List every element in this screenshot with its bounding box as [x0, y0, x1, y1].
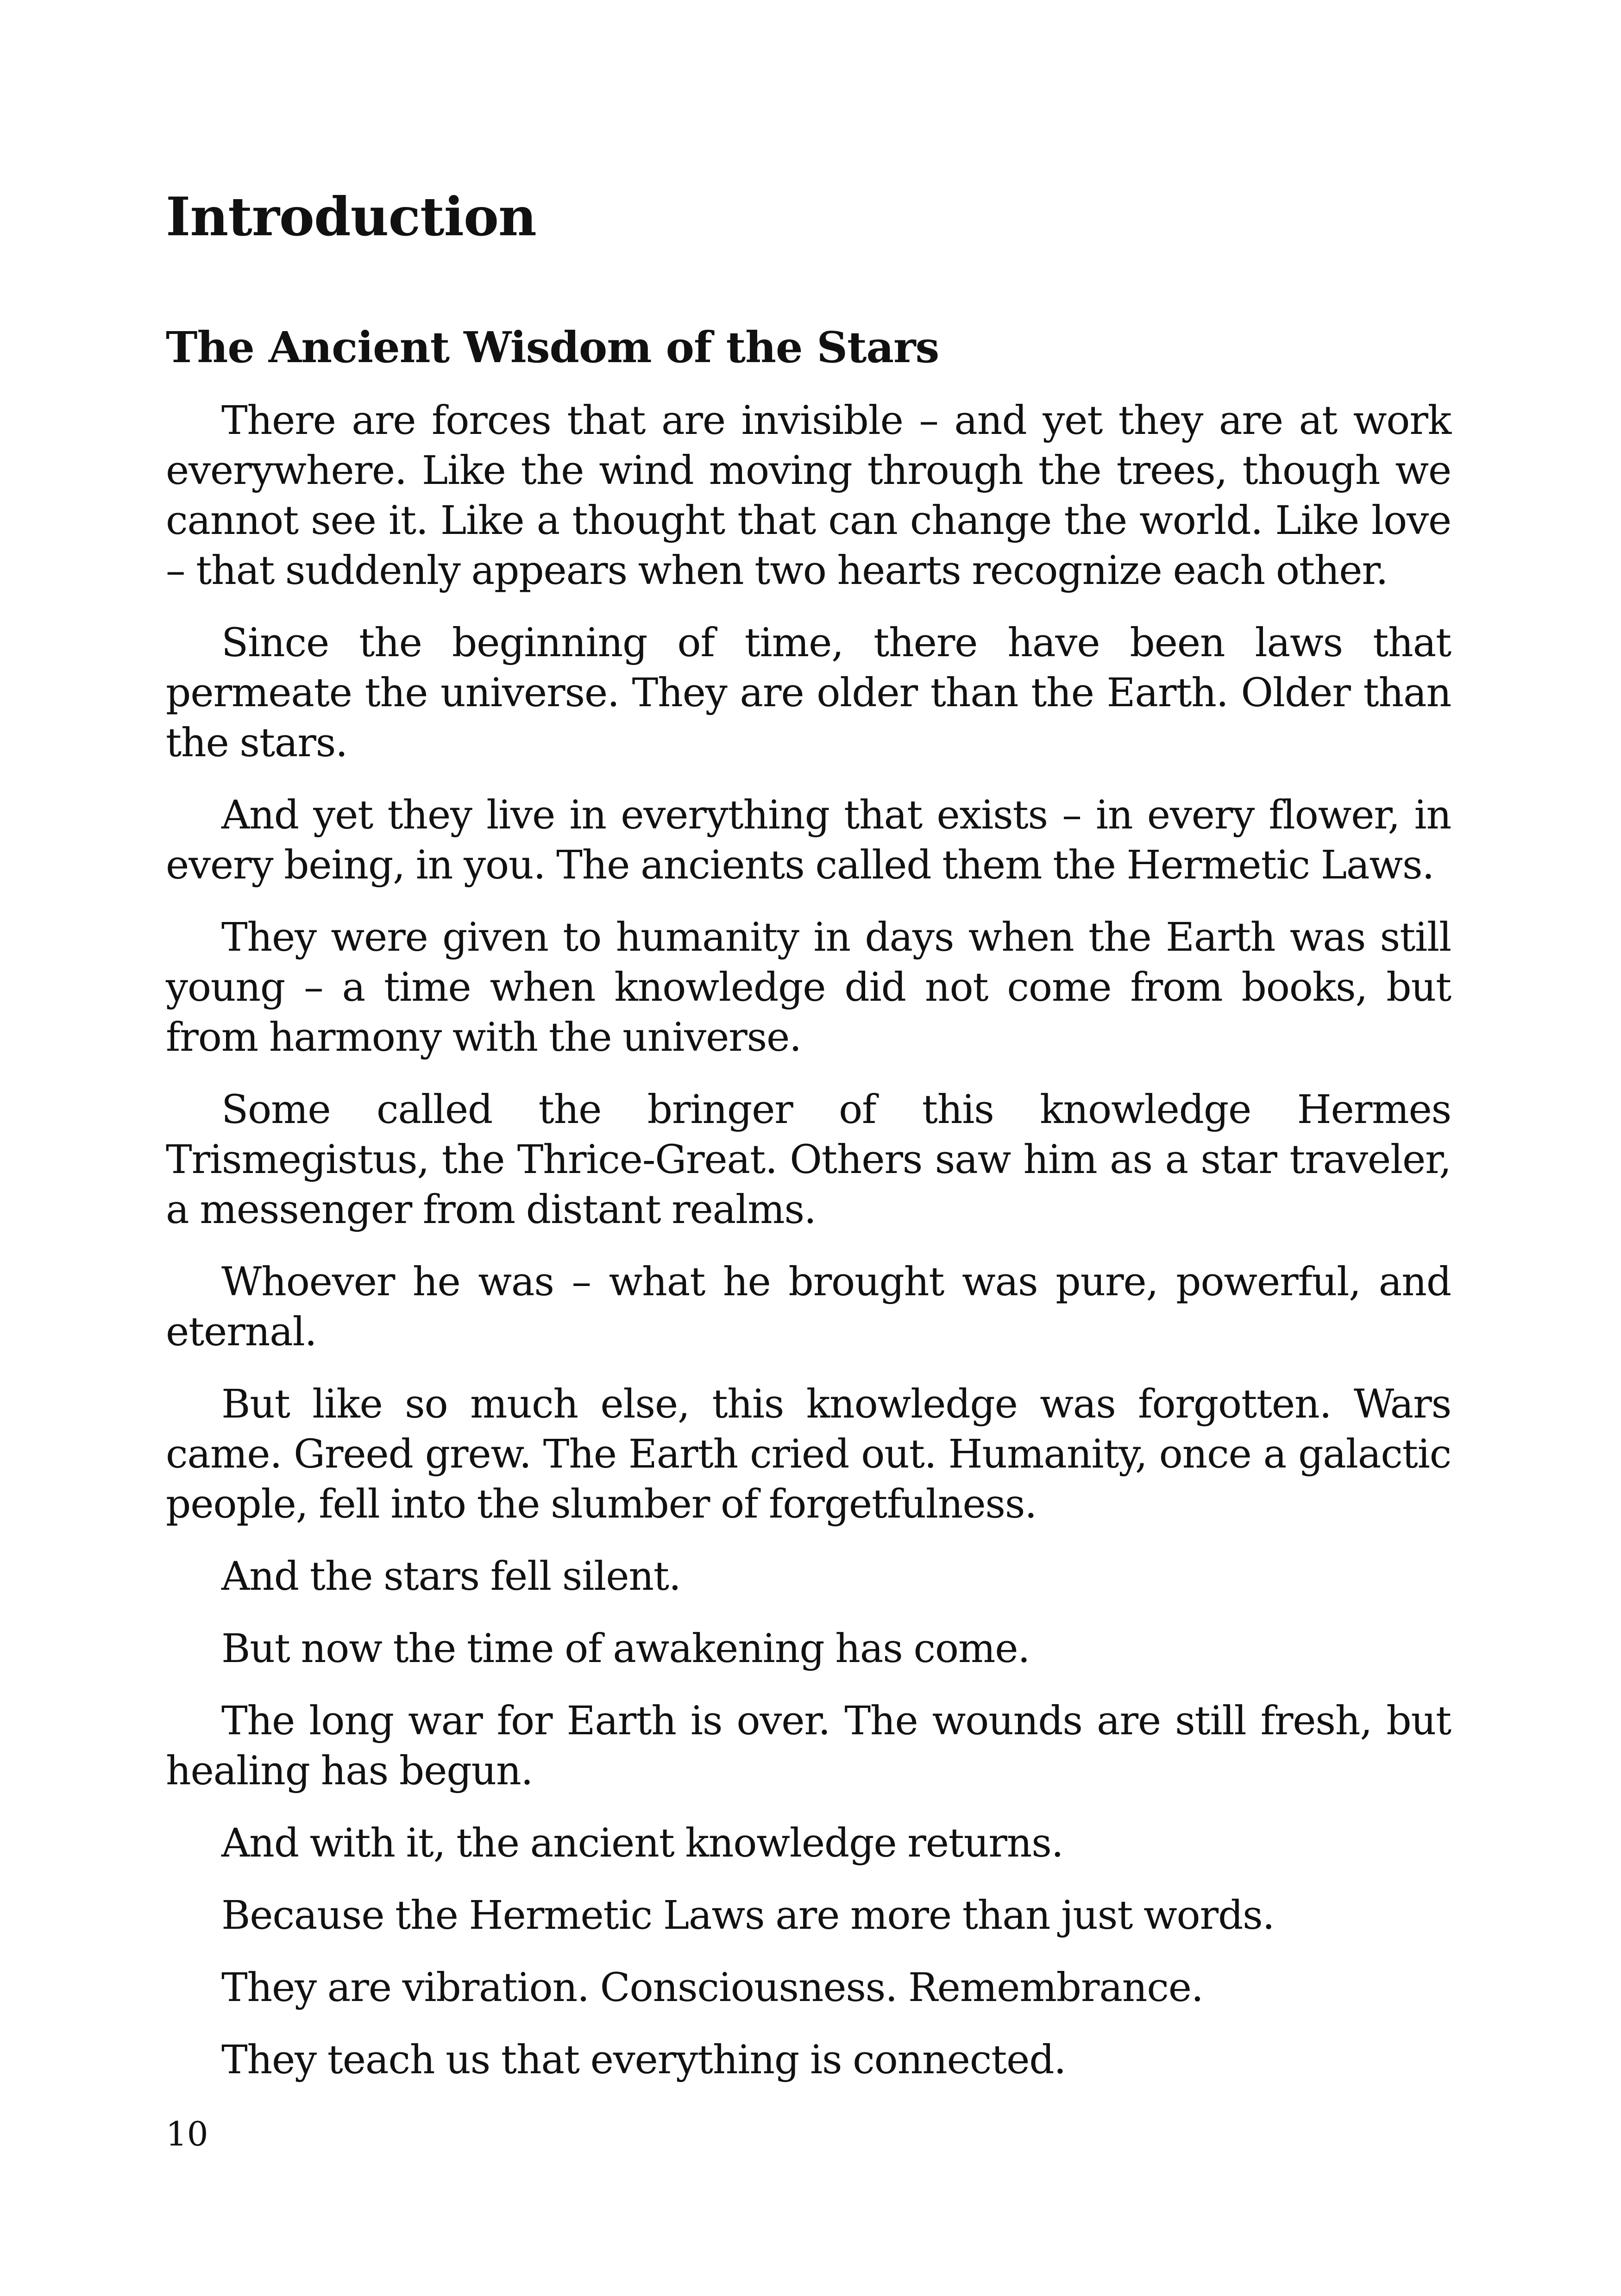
- paragraph: And the stars fell silent.: [221, 1554, 681, 1600]
- paragraph: Because the Hermetic Laws are more than just words.: [221, 1893, 1275, 1938]
- paragraph: They were given to humanity in days when the Earth was still young – a time when knowledge did not come from books, but from harmony with the universe.: [166, 915, 1451, 1060]
- paragraph: And with it, the ancient knowledge returns.: [221, 1820, 1063, 1866]
- section-title: The Ancient Wisdom of the Stars: [166, 322, 939, 372]
- paragraph: There are forces that are invisible – and yet they are at work everywhere. Like the wind moving through the trees, though we cannot see it. Like a thought that can change the world. Like love – that suddenly appears when two hearts recognize each other.: [166, 398, 1451, 594]
- paragraph: And yet they live in everything that exists – in every flower, in every being, in you. The ancients called them the Hermetic Laws.: [166, 792, 1451, 888]
- chapter-title: Introduction: [166, 186, 536, 248]
- paragraph: But now the time of awakening has come.: [221, 1626, 1030, 1672]
- paragraph: Whoever he was – what he brought was pure, powerful, and eternal.: [166, 1259, 1451, 1355]
- paragraph: Since the beginning of time, there have been laws that permeate the universe. They are older than the Earth. Older than the stars.: [166, 620, 1451, 766]
- page-number: 10: [166, 2114, 208, 2153]
- body-text: [166, 396, 1451, 2108]
- paragraph: They teach us that everything is connected.: [221, 2037, 1066, 2083]
- paragraph: But like so much else, this knowledge was forgotten. Wars came. Greed grew. The Earth cried out. Humanity, once a galactic people, fell into the slumber of forgetfulness.: [166, 1381, 1451, 1527]
- paragraph: Some called the bringer of this knowledge Hermes Trismegistus, the Thrice-Great. Others saw him as a star traveler, a messenger from distant realms.: [166, 1087, 1451, 1233]
- paragraph: They are vibration. Consciousness. Remembrance.: [221, 1965, 1203, 2011]
- paragraph: The long war for Earth is over. The wounds are still fresh, but healing has begun.: [166, 1698, 1451, 1794]
